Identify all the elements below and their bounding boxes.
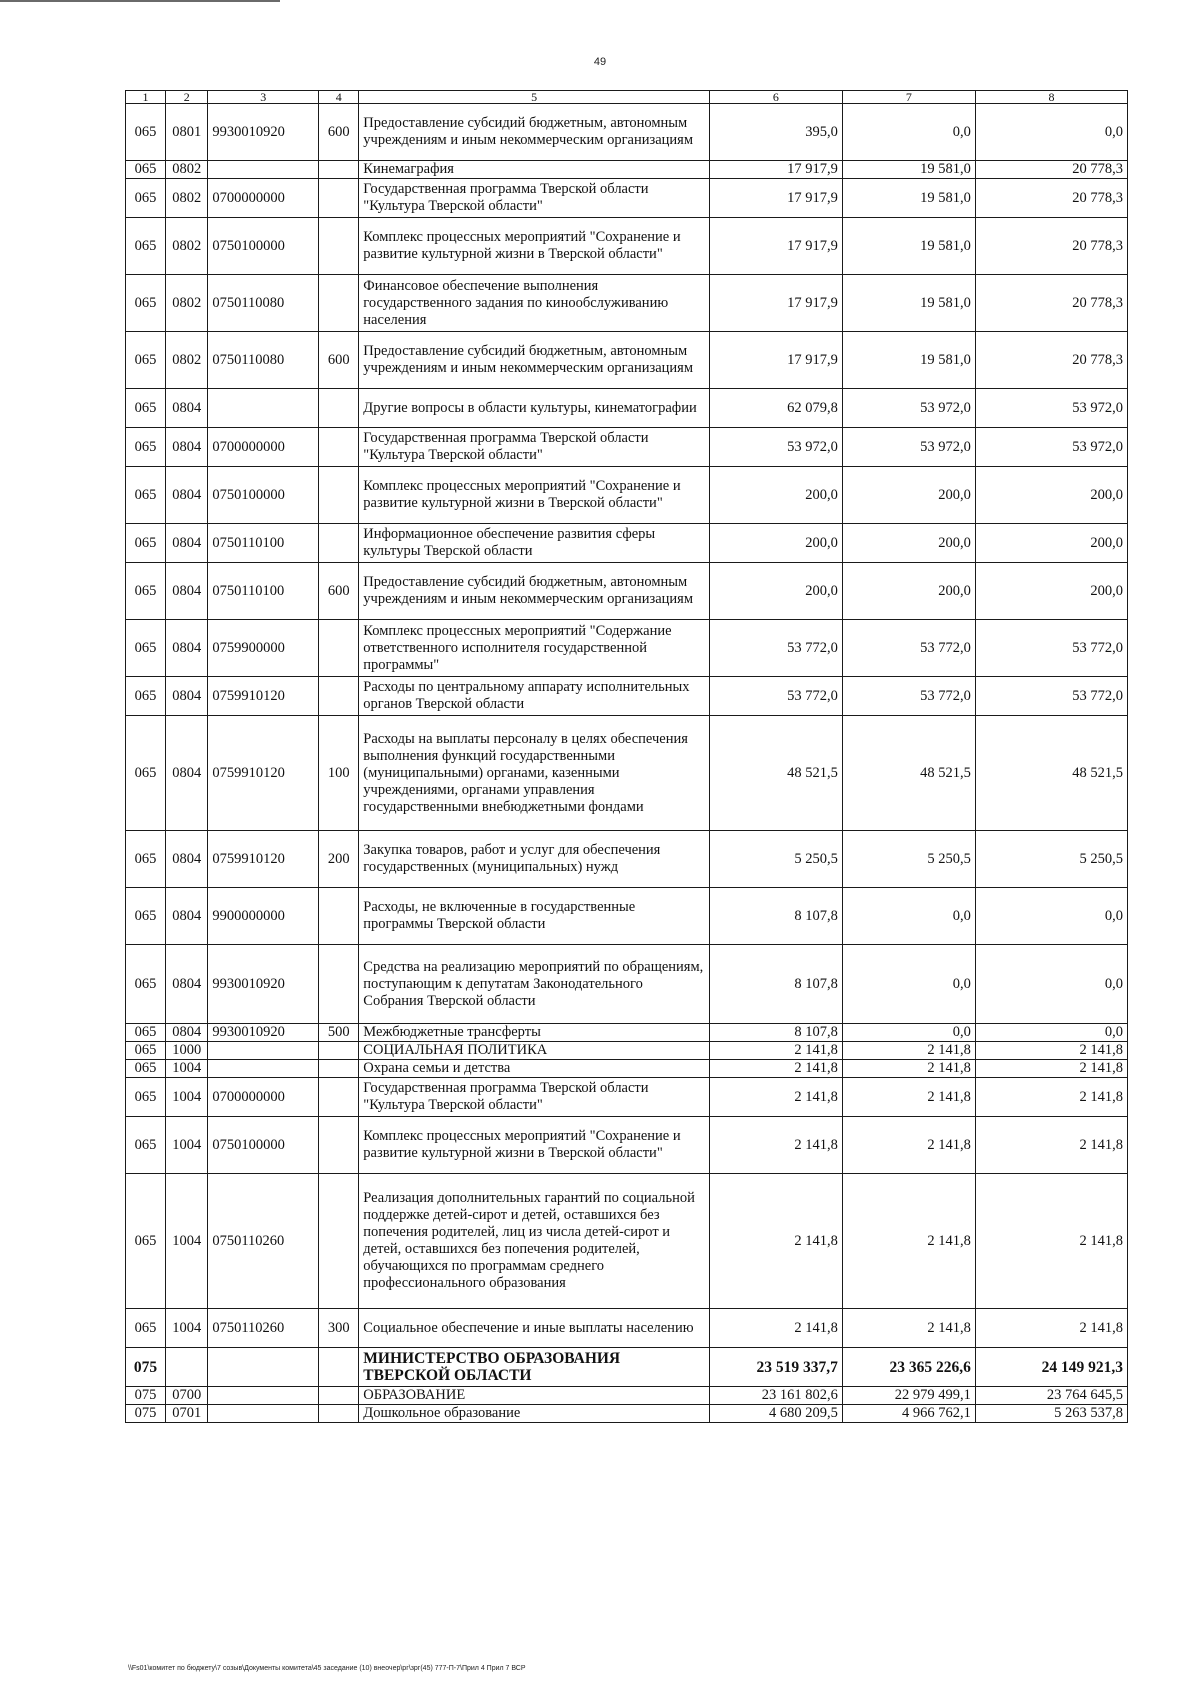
amount-col8-cell: 2 141,8 — [975, 1117, 1127, 1174]
description-cell: Комплекс процессных мероприятий "Содержание ответственного исполнителя государственной программы" — [359, 620, 710, 677]
amount-col6-cell: 53 772,0 — [709, 677, 842, 716]
amount-col8-cell: 0,0 — [975, 104, 1127, 161]
target-article-code-cell: 0750100000 — [208, 1117, 319, 1174]
expense-type-code-cell — [319, 389, 359, 428]
amount-col8-cell: 2 141,8 — [975, 1078, 1127, 1117]
amount-col7-cell: 22 979 499,1 — [842, 1387, 975, 1405]
section-code-cell: 0802 — [166, 218, 208, 275]
description-cell: Информационное обеспечение развития сферы культуры Тверской области — [359, 524, 710, 563]
amount-col6-cell: 8 107,8 — [709, 945, 842, 1024]
amount-col8-cell: 200,0 — [975, 563, 1127, 620]
expense-type-code-cell — [319, 888, 359, 945]
table-row — [126, 1078, 1128, 1117]
amount-col7-cell: 0,0 — [842, 1024, 975, 1042]
description-cell: Межбюджетные трансферты — [359, 1024, 710, 1042]
description-cell: Реализация дополнительных гарантий по социальной поддержке детей-сирот и детей, оставшихся без попечения родителей, лиц из числа детей-сирот и детей, оставшихся без попечения родителей, обучающихся по программам среднего профессионального образования — [359, 1174, 710, 1309]
expense-type-code-cell — [319, 1348, 359, 1387]
amount-col6-cell: 17 917,9 — [709, 332, 842, 389]
expense-type-code-cell — [319, 275, 359, 332]
table-row — [126, 275, 1128, 332]
description-cell: Расходы на выплаты персоналу в целях обеспечения выполнения функций государственными (муниципальными) органами, казенными учреждениями, органами управления государственными внебюджетными фондами — [359, 716, 710, 831]
expense-type-code-cell — [319, 1060, 359, 1078]
section-code-cell: 1004 — [166, 1117, 208, 1174]
ved-code-cell: 065 — [126, 620, 166, 677]
amount-col6-cell: 2 141,8 — [709, 1078, 842, 1117]
target-article-code-cell — [208, 1405, 319, 1423]
target-article-code-cell: 0700000000 — [208, 1078, 319, 1117]
amount-col8-cell: 0,0 — [975, 888, 1127, 945]
section-code-cell: 0804 — [166, 831, 208, 888]
expense-type-code-cell — [319, 524, 359, 563]
amount-col8-cell: 53 772,0 — [975, 677, 1127, 716]
section-code-cell: 0804 — [166, 888, 208, 945]
ved-code-cell: 075 — [126, 1405, 166, 1423]
amount-col8-cell: 20 778,3 — [975, 179, 1127, 218]
ved-code-cell: 065 — [126, 1117, 166, 1174]
amount-col6-cell: 17 917,9 — [709, 179, 842, 218]
table-row — [126, 677, 1128, 716]
ved-code-cell: 065 — [126, 389, 166, 428]
amount-col7-cell: 53 972,0 — [842, 389, 975, 428]
amount-col8-cell: 200,0 — [975, 467, 1127, 524]
amount-col8-cell: 0,0 — [975, 1024, 1127, 1042]
expense-type-code-cell — [319, 1387, 359, 1405]
table-row — [126, 332, 1128, 389]
amount-col8-cell: 2 141,8 — [975, 1309, 1127, 1348]
section-code-cell: 0804 — [166, 563, 208, 620]
expense-type-code-cell — [319, 1042, 359, 1060]
expense-type-code-cell — [319, 620, 359, 677]
table-row — [126, 563, 1128, 620]
amount-col6-cell: 200,0 — [709, 467, 842, 524]
expense-type-code-cell — [319, 467, 359, 524]
amount-col8-cell: 23 764 645,5 — [975, 1387, 1127, 1405]
amount-col7-cell: 48 521,5 — [842, 716, 975, 831]
amount-col8-cell: 5 263 537,8 — [975, 1405, 1127, 1423]
amount-col7-cell: 19 581,0 — [842, 179, 975, 218]
amount-col6-cell: 2 141,8 — [709, 1309, 842, 1348]
table-row — [126, 1387, 1128, 1405]
table-row — [126, 831, 1128, 888]
target-article-code-cell — [208, 1348, 319, 1387]
section-code-cell: 0802 — [166, 275, 208, 332]
description-cell: ОБРАЗОВАНИЕ — [359, 1387, 710, 1405]
expense-type-code-cell — [319, 1174, 359, 1309]
table-row — [126, 524, 1128, 563]
column-header: 6 — [709, 91, 842, 104]
amount-col6-cell: 23 161 802,6 — [709, 1387, 842, 1405]
amount-col8-cell: 53 972,0 — [975, 389, 1127, 428]
target-article-code-cell: 0750110260 — [208, 1309, 319, 1348]
description-cell: Средства на реализацию мероприятий по обращениям, поступающим к депутатам Законодательного Собрания Тверской области — [359, 945, 710, 1024]
description-cell: Охрана семьи и детства — [359, 1060, 710, 1078]
expense-type-code-cell: 600 — [319, 332, 359, 389]
target-article-code-cell — [208, 161, 319, 179]
amount-col8-cell: 20 778,3 — [975, 161, 1127, 179]
amount-col6-cell: 62 079,8 — [709, 389, 842, 428]
amount-col8-cell: 53 972,0 — [975, 428, 1127, 467]
expense-type-code-cell: 600 — [319, 104, 359, 161]
amount-col6-cell: 2 141,8 — [709, 1117, 842, 1174]
target-article-code-cell: 0750110100 — [208, 524, 319, 563]
description-cell: Закупка товаров, работ и услуг для обеспечения государственных (муниципальных) нужд — [359, 831, 710, 888]
table-row — [126, 716, 1128, 831]
target-article-code-cell: 9930010920 — [208, 1024, 319, 1042]
amount-col6-cell: 200,0 — [709, 563, 842, 620]
amount-col8-cell: 20 778,3 — [975, 332, 1127, 389]
ved-code-cell: 065 — [126, 1174, 166, 1309]
footer-file-path: \\Fs01\комитет по бюджету\7 созыв\Документы комитета\45 заседание (10) внеочер\рг\зрг(45) 777-П-7\Прил 4 Прил 7 ВСР — [128, 1665, 526, 1672]
table-body — [126, 91, 1128, 1423]
section-code-cell: 0701 — [166, 1405, 208, 1423]
ved-code-cell: 065 — [126, 888, 166, 945]
column-header: 2 — [166, 91, 208, 104]
amount-col7-cell: 0,0 — [842, 888, 975, 945]
ved-code-cell: 065 — [126, 218, 166, 275]
description-cell: Государственная программа Тверской области "Культура Тверской области" — [359, 179, 710, 218]
column-header: 4 — [319, 91, 359, 104]
section-code-cell: 0804 — [166, 389, 208, 428]
amount-col6-cell: 5 250,5 — [709, 831, 842, 888]
description-cell: Расходы по центральному аппарату исполнительных органов Тверской области — [359, 677, 710, 716]
amount-col8-cell: 2 141,8 — [975, 1060, 1127, 1078]
amount-col6-cell: 8 107,8 — [709, 1024, 842, 1042]
expense-type-code-cell — [319, 1078, 359, 1117]
target-article-code-cell: 0759910120 — [208, 831, 319, 888]
ved-code-cell: 065 — [126, 428, 166, 467]
amount-col6-cell: 4 680 209,5 — [709, 1405, 842, 1423]
expense-type-code-cell — [319, 1405, 359, 1423]
description-cell: Комплекс процессных мероприятий "Сохранение и развитие культурной жизни в Тверской области" — [359, 218, 710, 275]
section-code-cell: 0804 — [166, 1024, 208, 1042]
column-number-row — [126, 91, 1128, 104]
description-cell: СОЦИАЛЬНАЯ ПОЛИТИКА — [359, 1042, 710, 1060]
target-article-code-cell: 0750100000 — [208, 467, 319, 524]
amount-col6-cell: 2 141,8 — [709, 1060, 842, 1078]
expense-type-code-cell: 300 — [319, 1309, 359, 1348]
target-article-code-cell — [208, 389, 319, 428]
target-article-code-cell: 0750110100 — [208, 563, 319, 620]
amount-col6-cell: 17 917,9 — [709, 161, 842, 179]
page-number: 49 — [593, 56, 607, 68]
amount-col6-cell: 8 107,8 — [709, 888, 842, 945]
amount-col6-cell: 395,0 — [709, 104, 842, 161]
amount-col6-cell: 2 141,8 — [709, 1174, 842, 1309]
target-article-code-cell: 9930010920 — [208, 104, 319, 161]
section-code-cell: 0802 — [166, 332, 208, 389]
section-code-cell: 0804 — [166, 428, 208, 467]
ved-code-cell: 065 — [126, 332, 166, 389]
target-article-code-cell: 0750100000 — [208, 218, 319, 275]
expense-type-code-cell — [319, 1117, 359, 1174]
target-article-code-cell: 0750110080 — [208, 332, 319, 389]
target-article-code-cell: 0759910120 — [208, 716, 319, 831]
ved-code-cell: 065 — [126, 1309, 166, 1348]
amount-col7-cell: 200,0 — [842, 524, 975, 563]
description-cell: Государственная программа Тверской области "Культура Тверской области" — [359, 428, 710, 467]
table-row — [126, 1117, 1128, 1174]
column-header: 8 — [975, 91, 1127, 104]
expense-type-code-cell — [319, 179, 359, 218]
ved-code-cell: 065 — [126, 179, 166, 218]
section-code-cell: 1000 — [166, 1042, 208, 1060]
section-code-cell — [166, 1348, 208, 1387]
target-article-code-cell — [208, 1387, 319, 1405]
section-code-cell: 1004 — [166, 1309, 208, 1348]
description-cell: Комплекс процессных мероприятий "Сохранение и развитие культурной жизни в Тверской области" — [359, 467, 710, 524]
table-row — [126, 888, 1128, 945]
expense-type-code-cell — [319, 945, 359, 1024]
expense-type-code-cell — [319, 218, 359, 275]
target-article-code-cell: 0759900000 — [208, 620, 319, 677]
target-article-code-cell: 0700000000 — [208, 428, 319, 467]
section-code-cell: 0804 — [166, 716, 208, 831]
ved-code-cell: 075 — [126, 1387, 166, 1405]
amount-col7-cell: 19 581,0 — [842, 218, 975, 275]
ved-code-cell: 075 — [126, 1348, 166, 1387]
amount-col7-cell: 200,0 — [842, 563, 975, 620]
amount-col7-cell: 19 581,0 — [842, 161, 975, 179]
table-row — [126, 389, 1128, 428]
amount-col6-cell: 48 521,5 — [709, 716, 842, 831]
target-article-code-cell: 9900000000 — [208, 888, 319, 945]
table-row — [126, 1174, 1128, 1309]
target-article-code-cell — [208, 1042, 319, 1060]
section-code-cell: 0801 — [166, 104, 208, 161]
expense-type-code-cell: 600 — [319, 563, 359, 620]
section-code-cell: 1004 — [166, 1078, 208, 1117]
target-article-code-cell: 9930010920 — [208, 945, 319, 1024]
table-row — [126, 467, 1128, 524]
amount-col8-cell: 24 149 921,3 — [975, 1348, 1127, 1387]
ved-code-cell: 065 — [126, 677, 166, 716]
description-cell: Социальное обеспечение и иные выплаты населению — [359, 1309, 710, 1348]
amount-col8-cell: 0,0 — [975, 945, 1127, 1024]
description-cell: Расходы, не включенные в государственные программы Тверской области — [359, 888, 710, 945]
table-row — [126, 428, 1128, 467]
target-article-code-cell: 0759910120 — [208, 677, 319, 716]
amount-col6-cell: 53 772,0 — [709, 620, 842, 677]
amount-col6-cell: 200,0 — [709, 524, 842, 563]
ved-code-cell: 065 — [126, 563, 166, 620]
amount-col8-cell: 20 778,3 — [975, 275, 1127, 332]
ved-code-cell: 065 — [126, 1060, 166, 1078]
amount-col6-cell: 2 141,8 — [709, 1042, 842, 1060]
table-row — [126, 1405, 1128, 1423]
amount-col7-cell: 19 581,0 — [842, 275, 975, 332]
amount-col6-cell: 17 917,9 — [709, 218, 842, 275]
amount-col8-cell: 20 778,3 — [975, 218, 1127, 275]
table-row — [126, 161, 1128, 179]
ved-code-cell: 065 — [126, 1024, 166, 1042]
expense-type-code-cell: 100 — [319, 716, 359, 831]
expense-type-code-cell — [319, 161, 359, 179]
target-article-code-cell: 0700000000 — [208, 179, 319, 218]
amount-col7-cell: 53 972,0 — [842, 428, 975, 467]
ved-code-cell: 065 — [126, 1042, 166, 1060]
amount-col7-cell: 2 141,8 — [842, 1174, 975, 1309]
description-cell: Финансовое обеспечение выполнения государственного задания по кинообслуживанию населения — [359, 275, 710, 332]
table-row — [126, 218, 1128, 275]
amount-col7-cell: 5 250,5 — [842, 831, 975, 888]
section-code-cell: 0802 — [166, 179, 208, 218]
description-cell: Предоставление субсидий бюджетным, автономным учреждениям и иным некоммерческим организациям — [359, 332, 710, 389]
target-article-code-cell: 0750110260 — [208, 1174, 319, 1309]
section-code-cell: 1004 — [166, 1060, 208, 1078]
section-code-cell: 0804 — [166, 677, 208, 716]
ved-code-cell: 065 — [126, 716, 166, 831]
description-cell: Комплекс процессных мероприятий "Сохранение и развитие культурной жизни в Тверской области" — [359, 1117, 710, 1174]
description-cell: МИНИСТЕРСТВО ОБРАЗОВАНИЯ ТВЕРСКОЙ ОБЛАСТИ — [359, 1348, 710, 1387]
expense-type-code-cell: 500 — [319, 1024, 359, 1042]
scan-top-edge-line — [0, 0, 280, 2]
table-row — [126, 945, 1128, 1024]
ved-code-cell: 065 — [126, 831, 166, 888]
section-code-cell: 0802 — [166, 161, 208, 179]
target-article-code-cell — [208, 1060, 319, 1078]
amount-col7-cell: 53 772,0 — [842, 620, 975, 677]
section-code-cell: 0804 — [166, 467, 208, 524]
section-code-cell: 0804 — [166, 945, 208, 1024]
column-header: 7 — [842, 91, 975, 104]
column-header: 3 — [208, 91, 319, 104]
ved-code-cell: 065 — [126, 945, 166, 1024]
amount-col8-cell: 2 141,8 — [975, 1174, 1127, 1309]
column-header: 1 — [126, 91, 166, 104]
amount-col7-cell: 0,0 — [842, 945, 975, 1024]
amount-col8-cell: 5 250,5 — [975, 831, 1127, 888]
table-row — [126, 1348, 1128, 1387]
table-row — [126, 620, 1128, 677]
ved-code-cell: 065 — [126, 467, 166, 524]
amount-col7-cell: 200,0 — [842, 467, 975, 524]
amount-col8-cell: 2 141,8 — [975, 1042, 1127, 1060]
amount-col8-cell: 48 521,5 — [975, 716, 1127, 831]
ved-code-cell: 065 — [126, 161, 166, 179]
table-row — [126, 104, 1128, 161]
expense-type-code-cell — [319, 677, 359, 716]
amount-col7-cell: 2 141,8 — [842, 1042, 975, 1060]
ved-code-cell: 065 — [126, 524, 166, 563]
amount-col7-cell: 19 581,0 — [842, 332, 975, 389]
amount-col8-cell: 200,0 — [975, 524, 1127, 563]
section-code-cell: 1004 — [166, 1174, 208, 1309]
expense-type-code-cell: 200 — [319, 831, 359, 888]
amount-col7-cell: 53 772,0 — [842, 677, 975, 716]
amount-col8-cell: 53 772,0 — [975, 620, 1127, 677]
amount-col6-cell: 53 972,0 — [709, 428, 842, 467]
amount-col7-cell: 2 141,8 — [842, 1309, 975, 1348]
ved-code-cell: 065 — [126, 275, 166, 332]
budget-table — [125, 90, 1128, 1423]
description-cell: Кинемаграфия — [359, 161, 710, 179]
description-cell: Дошкольное образование — [359, 1405, 710, 1423]
table-row — [126, 1042, 1128, 1060]
description-cell: Государственная программа Тверской области "Культура Тверской области" — [359, 1078, 710, 1117]
ved-code-cell: 065 — [126, 1078, 166, 1117]
table-row — [126, 1309, 1128, 1348]
description-cell: Предоставление субсидий бюджетным, автономным учреждениям и иным некоммерческим организациям — [359, 563, 710, 620]
target-article-code-cell: 0750110080 — [208, 275, 319, 332]
table-row — [126, 1024, 1128, 1042]
section-code-cell: 0804 — [166, 620, 208, 677]
amount-col7-cell: 2 141,8 — [842, 1117, 975, 1174]
amount-col6-cell: 23 519 337,7 — [709, 1348, 842, 1387]
table-row — [126, 179, 1128, 218]
amount-col7-cell: 0,0 — [842, 104, 975, 161]
amount-col7-cell: 4 966 762,1 — [842, 1405, 975, 1423]
ved-code-cell: 065 — [126, 104, 166, 161]
amount-col7-cell: 2 141,8 — [842, 1078, 975, 1117]
amount-col7-cell: 23 365 226,6 — [842, 1348, 975, 1387]
amount-col7-cell: 2 141,8 — [842, 1060, 975, 1078]
section-code-cell: 0700 — [166, 1387, 208, 1405]
section-code-cell: 0804 — [166, 524, 208, 563]
expense-type-code-cell — [319, 428, 359, 467]
table-row — [126, 1060, 1128, 1078]
column-header: 5 — [359, 91, 710, 104]
description-cell: Другие вопросы в области культуры, кинематографии — [359, 389, 710, 428]
amount-col6-cell: 17 917,9 — [709, 275, 842, 332]
description-cell: Предоставление субсидий бюджетным, автономным учреждениям и иным некоммерческим организациям — [359, 104, 710, 161]
